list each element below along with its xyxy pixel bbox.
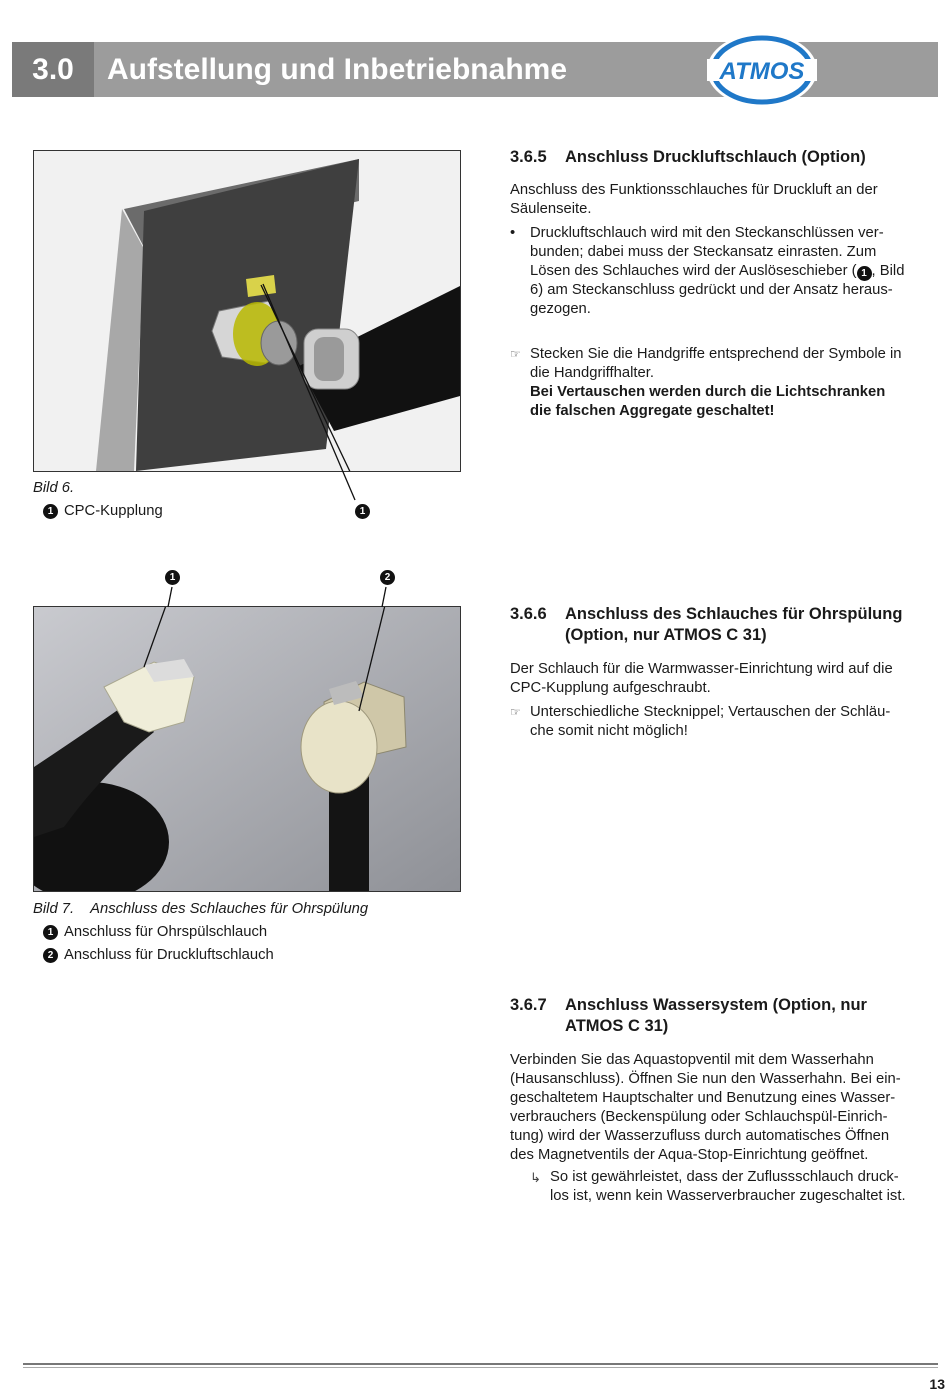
text-line: (Hausanschluss). Öffnen Sie nun den Wasserhahn. Bei ein- bbox=[510, 1071, 901, 1087]
text-line: Der Schlauch für die Warmwasser-Einrichtung wird auf die bbox=[510, 661, 893, 677]
legend-text: CPC-Kupplung bbox=[64, 503, 163, 519]
legend-number: 1 bbox=[43, 504, 58, 519]
chapter-title: Aufstellung und Inbetriebnahme bbox=[107, 53, 568, 86]
figure-7-caption bbox=[33, 901, 368, 917]
figure-7-image bbox=[33, 606, 461, 892]
result-arrow-icon: ↳ bbox=[530, 1170, 541, 1185]
text-line: geschaltetem Hauptschalter und Benutzung eines Wasser- bbox=[510, 1090, 896, 1106]
legend-number: 1 bbox=[43, 925, 58, 940]
text-line: Stecken Sie die Handgriffe entsprechend der Symbole in bbox=[530, 346, 902, 362]
text-line: Verbinden Sie das Aquastopventil mit dem Wasserhahn bbox=[510, 1052, 874, 1068]
section-title-line: Anschluss des Schlauches für Ohrspülung bbox=[565, 605, 903, 623]
pointing-hand-icon: ☞ bbox=[510, 347, 521, 361]
section-3-6-7-result bbox=[530, 1168, 940, 1206]
text-line: So ist gewährleistet, dass der Zuflussschlauch druck- bbox=[550, 1169, 899, 1185]
section-3-6-6-heading bbox=[510, 604, 940, 646]
section-3-6-7-heading bbox=[510, 995, 940, 1037]
bullet-icon: • bbox=[510, 225, 516, 241]
figure-6-legend-item bbox=[43, 503, 163, 519]
section-3-6-5-bullet bbox=[510, 224, 940, 319]
figure-7-caption-label: Bild 7. bbox=[33, 901, 75, 917]
text-line: verbrauchers (Beckenspülung oder Schlauchspül-Einrich- bbox=[510, 1109, 888, 1125]
figure-6-callout-1: 1 bbox=[355, 504, 370, 519]
text-line bbox=[530, 262, 904, 281]
text-line: Anschluss des Funktionsschlauches für Druckluft an der bbox=[510, 182, 878, 198]
section-number: 3.6.5 bbox=[510, 148, 547, 166]
text-line: CPC-Kupplung aufgeschraubt. bbox=[510, 680, 711, 696]
warning-line: Bei Vertauschen werden durch die Lichtschranken bbox=[530, 384, 886, 400]
warning-line: die falschen Aggregate geschaltet! bbox=[530, 403, 775, 419]
text-line: tung) wird der Wasserzufluss durch automatisches Öffnen bbox=[510, 1128, 890, 1144]
figure-7-caption-text: Anschluss des Schlauches für Ohrspülung bbox=[90, 901, 369, 917]
inline-callout-number: 1 bbox=[857, 266, 872, 281]
section-3-6-6-text bbox=[510, 660, 940, 698]
logo-text: ATMOS bbox=[719, 58, 805, 85]
text-line: 6) am Steckanschluss gedrückt und der Ansatz heraus- bbox=[530, 282, 893, 298]
section-3-6-5-intro bbox=[510, 181, 940, 219]
text-span: , Bild bbox=[871, 263, 905, 279]
text-line: gezogen. bbox=[530, 301, 591, 317]
footer-rule bbox=[23, 1363, 938, 1365]
figure-7-callout-1: 1 bbox=[165, 570, 180, 585]
figure-7-leader-lines bbox=[130, 585, 400, 615]
section-number: 3.6.7 bbox=[510, 996, 547, 1014]
section-3-6-6-note bbox=[510, 703, 940, 741]
text-line: Säulenseite. bbox=[510, 201, 592, 217]
figure-7-callout-2: 2 bbox=[380, 570, 395, 585]
section-title-line: (Option, nur ATMOS C 31) bbox=[565, 626, 767, 644]
section-3-6-5-heading bbox=[510, 147, 940, 168]
section-3-6-7-text bbox=[510, 1051, 940, 1165]
legend-text: Anschluss für Ohrspülschlauch bbox=[64, 924, 268, 940]
figure-6-leader-line bbox=[225, 280, 365, 505]
text-line: bunden; dabei muss der Steckansatz einrasten. Zum bbox=[530, 244, 877, 260]
text-line: Unterschiedliche Stecknippel; Vertauschen der Schläu- bbox=[530, 704, 891, 720]
section-number: 3.6.6 bbox=[510, 605, 547, 623]
legend-text: Anschluss für Druckluftschlauch bbox=[64, 947, 274, 963]
legend-number: 2 bbox=[43, 948, 58, 963]
atmos-logo bbox=[705, 32, 819, 108]
text-line: des Magnetventils der Aqua-Stop-Einrichtung geöffnet. bbox=[510, 1147, 869, 1163]
pointing-hand-icon: ☞ bbox=[510, 705, 521, 719]
figure-6-caption: Bild 6. bbox=[33, 480, 75, 496]
text-span: Lösen des Schlauches wird der Auslöseschieber ( bbox=[530, 263, 857, 279]
section-title-line: Anschluss Wassersystem (Option, nur bbox=[565, 996, 867, 1014]
chapter-number: 3.0 bbox=[12, 42, 94, 97]
text-line: die Handgriffhalter. bbox=[530, 365, 654, 381]
text-line: los ist, wenn kein Wasserverbraucher zugeschaltet ist. bbox=[550, 1188, 906, 1204]
text-line: Druckluftschlauch wird mit den Steckanschlüssen ver- bbox=[530, 225, 884, 241]
section-title-line: ATMOS C 31) bbox=[565, 1017, 669, 1035]
page-number: 13 bbox=[929, 1376, 945, 1392]
section-3-6-5-note bbox=[510, 345, 940, 421]
text-line: che somit nicht möglich! bbox=[530, 723, 688, 739]
figure-7-legend-item bbox=[43, 924, 267, 940]
figure-7-legend-item bbox=[43, 947, 274, 963]
section-title: Anschluss Druckluftschlauch (Option) bbox=[565, 148, 866, 166]
footer-rule bbox=[23, 1367, 938, 1368]
